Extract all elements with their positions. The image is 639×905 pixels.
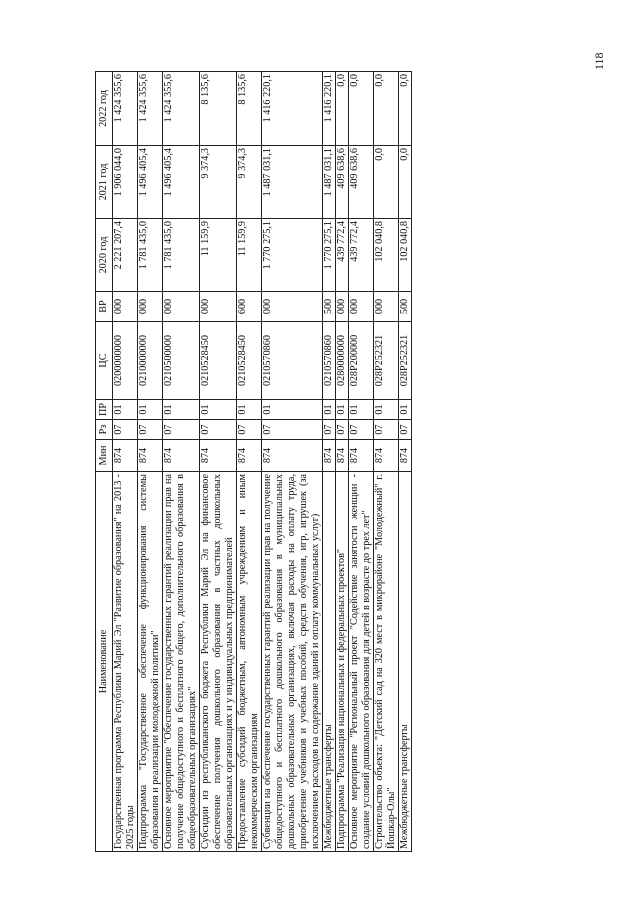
- cell-2020: 102 040,8: [374, 219, 399, 292]
- cell-rz: 07: [138, 420, 163, 440]
- table-row: [349, 72, 374, 852]
- cell-cs: 0280000000: [336, 322, 349, 400]
- cell-vr: 000: [349, 292, 374, 322]
- cell-cs: 0210528450: [237, 322, 262, 400]
- cell-2022: 1 424 355,6: [163, 72, 200, 146]
- header-2020: 2020 год: [96, 219, 113, 292]
- cell-name: Основное мероприятие "Региональный проект "Содействие занятости женщин - создание условий дошкольного образования для детей в возрасте до трех лет": [349, 472, 374, 852]
- cell-2022: 0,0: [336, 72, 349, 146]
- cell-cs: 028P252321: [374, 322, 399, 400]
- cell-min: 874: [138, 440, 163, 472]
- cell-2022: 8 135,6: [200, 72, 237, 146]
- cell-name: Основное мероприятие "Обеспечение государственных гарантий реализации прав на получение общедоступного и бесплатного общего, дополнительного образования в общеобразовательных организациях": [163, 472, 200, 852]
- cell-2020: 1 770 275,1: [323, 219, 336, 292]
- cell-pr: 01: [262, 400, 323, 420]
- cell-name: Подпрограмма "Государственное обеспечение функционирования системы образования и реализации молодежной политики": [138, 472, 163, 852]
- cell-pr: 01: [237, 400, 262, 420]
- cell-rz: 07: [200, 420, 237, 440]
- cell-2020: 1 781 435,0: [163, 219, 200, 292]
- cell-vr: 000: [262, 292, 323, 322]
- cell-min: 874: [336, 440, 349, 472]
- cell-name: Субсидии из республиканского бюджета Республики Марий Эл на финансовое обеспечение получения дошкольного образования в частных дошкольных образовательных организациях и у индивидуальных предпринимателей: [200, 472, 237, 852]
- cell-vr: 500: [323, 292, 336, 322]
- cell-name: Межбюджетные трансферты: [323, 472, 336, 852]
- cell-2021: 1 487 031,1: [262, 146, 323, 219]
- table-row: [262, 72, 323, 852]
- table-row: [399, 72, 412, 852]
- cell-cs: 0210570860: [323, 322, 336, 400]
- cell-vr: 000: [113, 292, 138, 322]
- cell-pr: 01: [163, 400, 200, 420]
- cell-rz: 07: [237, 420, 262, 440]
- cell-rz: 07: [374, 420, 399, 440]
- cell-pr: 01: [336, 400, 349, 420]
- cell-min: 874: [113, 440, 138, 472]
- cell-min: 874: [399, 440, 412, 472]
- cell-2022: 0,0: [399, 72, 412, 146]
- cell-rz: 07: [336, 420, 349, 440]
- cell-2020: 1 781 435,0: [138, 219, 163, 292]
- header-min: Мин: [96, 440, 113, 472]
- cell-pr: 01: [374, 400, 399, 420]
- rotated-table-container: [95, 72, 577, 852]
- cell-rz: 07: [113, 420, 138, 440]
- table-row: [336, 72, 349, 852]
- cell-vr: 000: [138, 292, 163, 322]
- header-rz: Рз: [96, 420, 113, 440]
- header-2021: 2021 год: [96, 146, 113, 219]
- cell-name: Государственная программа Республики Марий Эл "Развитие образования" на 2013 - 2025 годы: [113, 472, 138, 852]
- cell-2021: 9 374,3: [237, 146, 262, 219]
- cell-2022: 1 416 220,1: [262, 72, 323, 146]
- cell-2020: 1 770 275,1: [262, 219, 323, 292]
- cell-cs: 0210570860: [262, 322, 323, 400]
- table-row: [237, 72, 262, 852]
- cell-vr: 000: [336, 292, 349, 322]
- cell-2020: 2 221 207,4: [113, 219, 138, 292]
- cell-2021: 1 496 405,4: [163, 146, 200, 219]
- cell-cs: 028P200000: [349, 322, 374, 400]
- cell-2021: 409 638,6: [336, 146, 349, 219]
- table-row: [163, 72, 200, 852]
- cell-cs: 0200000000: [113, 322, 138, 400]
- cell-cs: 0210500000: [163, 322, 200, 400]
- cell-2021: 409 638,6: [349, 146, 374, 219]
- cell-pr: 01: [138, 400, 163, 420]
- header-pr: ПР: [96, 400, 113, 420]
- cell-name: Предоставление субсидий бюджетным, автономным учреждениям и иным некоммерческим организациям: [237, 472, 262, 852]
- cell-2020: 102 040,8: [399, 219, 412, 292]
- cell-rz: 07: [399, 420, 412, 440]
- cell-2021: 9 374,3: [200, 146, 237, 219]
- cell-name: Субвенции на обеспечение государственных гарантий реализации прав на получение общедоступного и бесплатного дошкольного образования в муниципальных дошкольных образовательных организациях, включая расходы на оплату труда, приобретение учебников и учебных пособий, средств обучения, игр, игрушек (за исключением расходов на содержание зданий и оплату коммунальных услуг): [262, 472, 323, 852]
- cell-pr: 01: [399, 400, 412, 420]
- table-row: [138, 72, 163, 852]
- table-row: [323, 72, 336, 852]
- cell-2022: 1 424 355,6: [138, 72, 163, 146]
- cell-2021: 1 487 031,1: [323, 146, 336, 219]
- cell-2020: 11 159,9: [200, 219, 237, 292]
- cell-min: 874: [200, 440, 237, 472]
- budget-table: [95, 71, 412, 852]
- cell-pr: 01: [113, 400, 138, 420]
- cell-vr: 000: [374, 292, 399, 322]
- cell-name: Подпрограмма "Реализация национальных и федеральных проектов": [336, 472, 349, 852]
- cell-min: 874: [237, 440, 262, 472]
- table-header-row: [96, 72, 113, 852]
- cell-2021: 0,0: [399, 146, 412, 219]
- cell-2020: 439 772,4: [336, 219, 349, 292]
- header-name: Наименование: [96, 472, 113, 852]
- table-body: [113, 72, 412, 852]
- table-row: [374, 72, 399, 852]
- cell-vr: 000: [163, 292, 200, 322]
- cell-2022: 8 135,6: [237, 72, 262, 146]
- cell-vr: 000: [200, 292, 237, 322]
- cell-2020: 11 159,9: [237, 219, 262, 292]
- cell-min: 874: [323, 440, 336, 472]
- cell-pr: 01: [349, 400, 374, 420]
- cell-pr: 01: [323, 400, 336, 420]
- cell-2021: 1 906 044,0: [113, 146, 138, 219]
- cell-cs: 0210000000: [138, 322, 163, 400]
- cell-min: 874: [163, 440, 200, 472]
- cell-2021: 0,0: [374, 146, 399, 219]
- cell-cs: 028P252321: [399, 322, 412, 400]
- cell-min: 874: [349, 440, 374, 472]
- cell-min: 874: [262, 440, 323, 472]
- cell-rz: 07: [349, 420, 374, 440]
- cell-name: Межбюджетные трансферты: [399, 472, 412, 852]
- header-vr: ВР: [96, 292, 113, 322]
- cell-pr: 01: [200, 400, 237, 420]
- cell-2022: 1 416 220,1: [323, 72, 336, 146]
- cell-vr: 500: [399, 292, 412, 322]
- cell-rz: 07: [323, 420, 336, 440]
- cell-rz: 07: [262, 420, 323, 440]
- cell-2022: 0,0: [374, 72, 399, 146]
- table-row: [113, 72, 138, 852]
- cell-vr: 600: [237, 292, 262, 322]
- cell-2021: 1 496 405,4: [138, 146, 163, 219]
- cell-rz: 07: [163, 420, 200, 440]
- cell-min: 874: [374, 440, 399, 472]
- cell-2020: 439 772,4: [349, 219, 374, 292]
- cell-2022: 1 424 355,6: [113, 72, 138, 146]
- table-row: [200, 72, 237, 852]
- cell-2022: 0,0: [349, 72, 374, 146]
- header-2022: 2022 год: [96, 72, 113, 146]
- page-number: 118: [592, 52, 606, 70]
- cell-cs: 0210528450: [200, 322, 237, 400]
- cell-name: Строительство объекта: "Детский сад на 320 мест в микрорайоне "Молодежный" г. Йошкар-Олы": [374, 472, 399, 852]
- header-cs: ЦС: [96, 322, 113, 400]
